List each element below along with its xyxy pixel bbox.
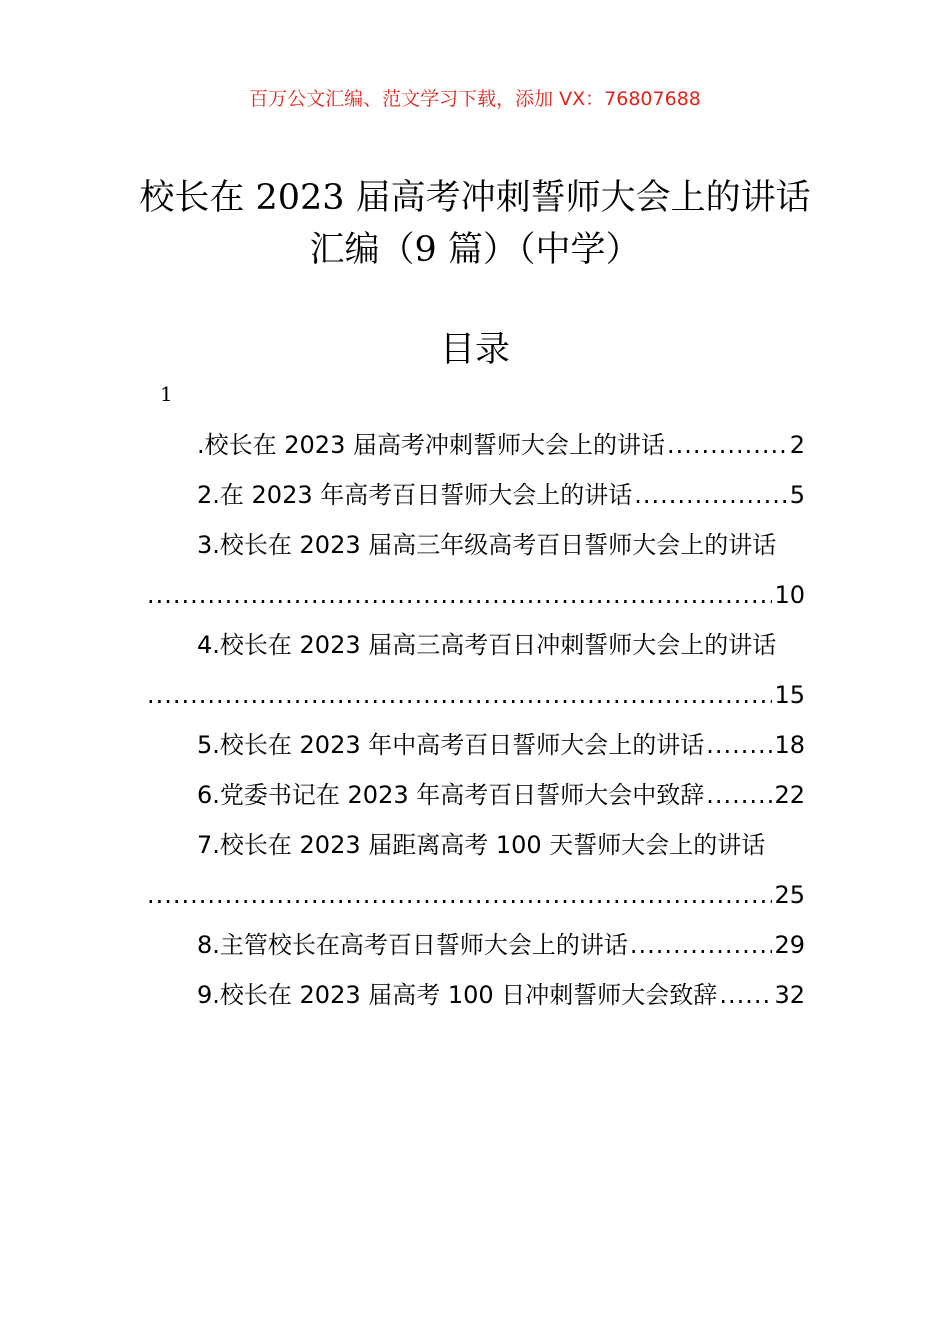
- table-of-contents: [145, 420, 805, 1020]
- dot-leader: [667, 420, 788, 470]
- toc-entry-label[interactable]: 3.校长在 2023 届高三年级高考百日誓师大会上的讲话: [197, 531, 777, 559]
- toc-entry-7[interactable]: [145, 820, 805, 920]
- dot-leader: [630, 920, 773, 970]
- dot-leader: [147, 670, 772, 720]
- toc-entry-page[interactable]: 32: [774, 981, 805, 1009]
- toc-entry-page[interactable]: 10: [774, 581, 805, 609]
- toc-entry-label[interactable]: 6.党委书记在 2023 年高考百日誓师大会中致辞: [197, 781, 705, 809]
- dot-leader: [634, 470, 787, 520]
- toc-entry-page[interactable]: 22: [774, 781, 805, 809]
- toc-entry-page[interactable]: 29: [774, 931, 805, 959]
- toc-entry-8[interactable]: [145, 920, 805, 970]
- toc-entry-label[interactable]: 4.校长在 2023 届高三高考百日冲刺誓师大会上的讲话: [197, 631, 777, 659]
- toc-entry-page[interactable]: 25: [774, 881, 805, 909]
- toc-entry-label[interactable]: 8.主管校长在高考百日誓师大会上的讲话: [197, 931, 628, 959]
- toc-entry-label[interactable]: 5.校长在 2023 年中高考百日誓师大会上的讲话: [197, 731, 705, 759]
- section-marker: 1: [160, 382, 173, 406]
- document-title-line-1: 校长在 2023 届高考冲刺誓师大会上的讲话: [139, 178, 811, 218]
- dot-leader: [719, 970, 772, 1020]
- dot-leader: [706, 770, 772, 820]
- toc-entry-page[interactable]: 2: [789, 431, 805, 459]
- toc-heading: 目录: [439, 330, 510, 370]
- toc-entry-1[interactable]: [145, 420, 805, 470]
- toc-entry-3[interactable]: [145, 520, 805, 620]
- toc-entry-page[interactable]: 18: [774, 731, 805, 759]
- toc-entry-label[interactable]: 2.在 2023 年高考百日誓师大会上的讲话: [197, 481, 633, 509]
- toc-entry-4[interactable]: [145, 620, 805, 720]
- toc-entry-label[interactable]: .校长在 2023 届高考冲刺誓师大会上的讲话: [197, 431, 665, 459]
- toc-entry-9[interactable]: [145, 970, 805, 1020]
- toc-entry-label[interactable]: 9.校长在 2023 届高考 100 日冲刺誓师大会致辞: [197, 981, 718, 1009]
- dot-leader: [706, 720, 772, 770]
- toc-entry-5[interactable]: [145, 720, 805, 770]
- watermark-banner: 百万公文汇编、范文学习下载，添加 VX：76807688: [249, 88, 701, 110]
- dot-leader: [147, 870, 772, 920]
- toc-entry-6[interactable]: [145, 770, 805, 820]
- document-title-line-2: 汇编（9 篇）（中学）: [309, 230, 641, 270]
- toc-entry-page[interactable]: 15: [774, 681, 805, 709]
- dot-leader: [147, 570, 772, 620]
- toc-entry-page[interactable]: 5: [789, 481, 805, 509]
- toc-entry-2[interactable]: [145, 470, 805, 520]
- toc-entry-label[interactable]: 7.校长在 2023 届距离高考 100 天誓师大会上的讲话: [197, 831, 766, 859]
